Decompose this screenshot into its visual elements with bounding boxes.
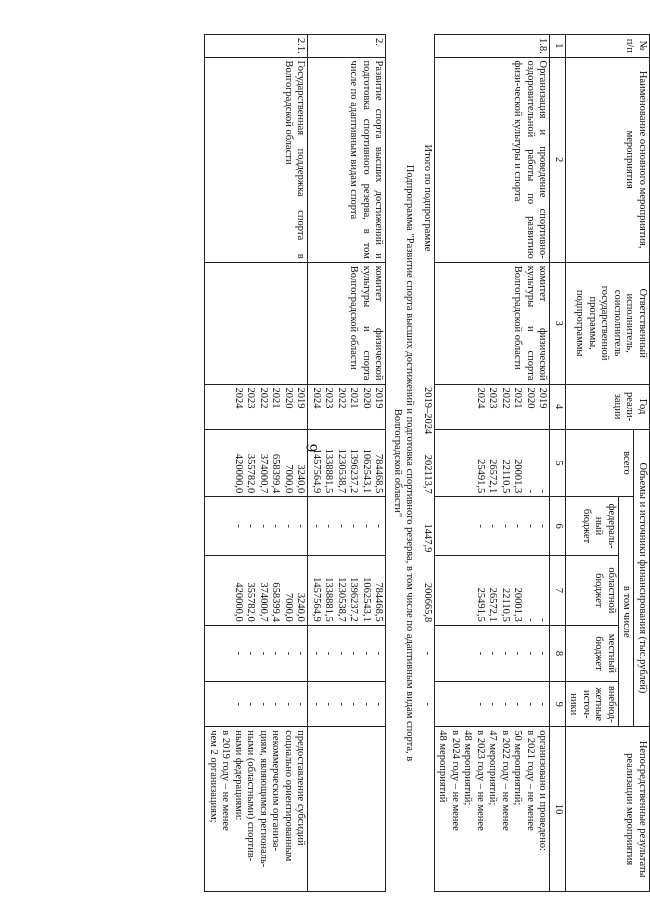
cell-value: - — [311, 651, 322, 656]
table-row — [435, 35, 551, 892]
row-num: 2.1. — [205, 35, 308, 58]
cell-value: 1230538,7 — [336, 577, 347, 622]
cell-value: 1457564,9 — [311, 577, 322, 622]
row-num: 1.8. — [435, 35, 551, 58]
cell-value: 22110,5 — [500, 588, 511, 622]
cell-value: 658399,4 — [270, 453, 282, 494]
header-incl: в том числе — [619, 497, 635, 727]
cell-value: 1338881,5 — [323, 577, 335, 622]
section-title-row — [386, 35, 420, 892]
cell-value: 1396237,2 — [348, 577, 360, 622]
cell-value: 2024 — [233, 387, 244, 409]
cell-value: предоставление субсидий — [295, 730, 307, 846]
cell-value: 420000,0 — [233, 453, 244, 494]
cell-value: в 2024 году – не менее — [450, 730, 461, 831]
cell-value: 2023 — [323, 387, 335, 409]
cell-value: чем 2 организациям; — [208, 730, 219, 823]
cell-value: 1457564,9 — [311, 448, 322, 494]
header-results: Непосредственные результаты реализации мероприятия — [566, 727, 650, 892]
cell-value: - — [487, 702, 499, 706]
subtotal-years: 2019–2024 — [422, 387, 433, 435]
row-executor: комитет физической культуры и спорта Волгоградской области — [308, 262, 386, 384]
cell-value: 25491,5 — [475, 459, 486, 494]
cell-value: 25491,5 — [475, 587, 486, 622]
colnum: 5 — [550, 429, 566, 497]
header-regional: областной бюджет — [566, 555, 619, 625]
colnum: 8 — [550, 625, 566, 681]
colnum: 7 — [550, 555, 566, 625]
header-num: № п/п — [566, 35, 650, 58]
cell-value: 48 мероприятий — [437, 730, 449, 803]
cell-value: - — [373, 651, 385, 656]
colnum: 3 — [550, 262, 566, 384]
header-year: Год реали-зации — [566, 384, 650, 429]
cell-value: - — [270, 702, 282, 706]
subtotal-total: 202113,7 — [422, 454, 433, 494]
cell-value: - — [283, 651, 294, 656]
header-total: всего — [566, 429, 635, 497]
cell-value: 1338881,5 — [323, 448, 335, 494]
cell-value: 374000,7 — [258, 453, 269, 494]
cell-value: 22110,5 — [500, 459, 511, 494]
table-row — [205, 35, 308, 892]
cell-value: ными (областными) спортив- — [245, 730, 257, 862]
cell-value: 784468,5 — [373, 453, 385, 494]
cell-value: - — [348, 651, 360, 656]
cell-value: 3240,0 — [295, 592, 307, 622]
cell-value: - — [500, 702, 511, 706]
rotated-document-table — [154, 34, 650, 892]
cell-value: 50 мероприятий; — [512, 730, 524, 806]
cell-value: - — [487, 524, 499, 528]
cell-value: 2019 — [373, 387, 385, 409]
cell-value: - — [245, 702, 257, 706]
cell-value: - — [512, 524, 524, 528]
subtotal-row — [420, 35, 435, 892]
cell-value: 420000,0 — [233, 582, 244, 622]
page-number: 9 — [302, 443, 319, 453]
cell-value: в 2019 году – не менее — [220, 730, 232, 831]
cell-value: - — [537, 702, 549, 706]
cell-value: - — [258, 651, 269, 656]
colnum: 1 — [550, 35, 566, 58]
cell-value: 3240,0 — [295, 464, 307, 494]
cell-value: - — [512, 702, 524, 706]
cell-value: 26572,1 — [487, 459, 499, 494]
cell-value: 2020 — [283, 387, 294, 409]
header-executor: Ответственный исполнитель, соисполнитель государственной программы, подпрограммы — [566, 262, 650, 384]
funding-table — [205, 34, 650, 892]
colnum: 10 — [550, 727, 566, 892]
cell-value: - — [525, 489, 536, 494]
cell-value: - — [525, 702, 536, 706]
subtotal-local: - — [422, 651, 433, 656]
cell-value: - — [283, 702, 294, 706]
cell-value: 2021 — [270, 387, 282, 409]
cell-value: - — [323, 702, 335, 706]
cell-value: 784468,5 — [373, 582, 385, 622]
cell-value: - — [361, 651, 372, 656]
header-funding: Объемы и источники финансирования (тыс.рублей) — [634, 429, 650, 727]
cell-value: - — [311, 702, 322, 706]
cell-value: некоммерческим организа- — [270, 730, 282, 851]
header-federal: федераль-ный бюджет — [566, 497, 619, 556]
colnum: 4 — [550, 384, 566, 429]
cell-value: 2024 — [475, 387, 486, 409]
cell-value: - — [537, 524, 549, 528]
cell-value: - — [537, 618, 549, 622]
cell-value: 26572,1 — [487, 587, 499, 622]
table-row — [308, 35, 386, 892]
cell-value: 2019 — [537, 387, 549, 409]
colnum: 6 — [550, 497, 566, 556]
cell-value: 1062543,1 — [361, 577, 372, 622]
cell-value: 2022 — [500, 387, 511, 409]
cell-value: 20001,3 — [512, 459, 524, 494]
cell-value: 2022 — [258, 387, 269, 409]
subtotal-extra: - — [422, 702, 433, 706]
cell-value: - — [311, 524, 322, 528]
cell-value: 20001,3 — [512, 587, 524, 622]
cell-value: - — [373, 524, 385, 528]
cell-value: - — [270, 524, 282, 528]
cell-value: 7000,0 — [283, 464, 294, 494]
cell-value: 2019 — [295, 387, 307, 409]
cell-value: 2023 — [487, 387, 499, 409]
row-executor: комитет физической культуры и спорта Волгоградской области — [435, 262, 551, 384]
cell-value: - — [361, 702, 372, 706]
cell-value: 48 мероприятий; — [462, 730, 474, 806]
section-title: Подпрограмма "Развитие спорта высших достижений и подготовка спортивного резерва, в том числе по адаптивным видам спорта, в Волгоградской области" — [392, 164, 416, 762]
subtotal-regional: 200665,8 — [422, 582, 433, 623]
cell-value: 1230538,7 — [336, 448, 347, 494]
cell-value: - — [283, 524, 294, 528]
cell-value: - — [270, 651, 282, 656]
cell-value: 355782,0 — [245, 582, 257, 622]
cell-value: - — [233, 702, 244, 706]
cell-value: - — [475, 651, 486, 656]
cell-value: социально ориентированным — [283, 730, 294, 862]
header-local: местный бюджет — [566, 625, 619, 681]
cell-value: 2021 — [512, 387, 524, 409]
cell-value: - — [336, 702, 347, 706]
cell-value: - — [475, 702, 486, 706]
cell-value: - — [525, 524, 536, 528]
cell-value: в 2022 году – не менее — [500, 730, 511, 831]
row-num: 2. — [308, 35, 386, 58]
cell-value: - — [525, 651, 536, 656]
subtotal-label: Итого по подпрограмме — [422, 144, 433, 252]
cell-value: - — [295, 524, 307, 528]
cell-value: - — [233, 524, 244, 528]
cell-value: циям, являющимся региональ- — [258, 730, 269, 868]
cell-value: - — [500, 651, 511, 656]
cell-value: 2021 — [348, 387, 360, 409]
cell-value: ными федерациями: — [233, 730, 244, 821]
cell-value: - — [537, 489, 549, 494]
cell-value: 2020 — [525, 387, 536, 409]
cell-value: 355782,0 — [245, 453, 257, 494]
cell-value: - — [323, 651, 335, 656]
cell-value: 2024 — [311, 387, 322, 409]
cell-value: 7000,0 — [283, 592, 294, 622]
cell-value: - — [361, 524, 372, 528]
header-extra: внебюд-жетные источ-ники — [566, 682, 619, 727]
cell-value: - — [245, 524, 257, 528]
cell-value: - — [487, 651, 499, 656]
cell-value: 2020 — [361, 387, 372, 409]
cell-value: в 2023 году – не менее — [475, 730, 486, 831]
header-name: Наименование основного мероприятия, мероприятия — [566, 57, 650, 262]
row-name: Организация и проведение спортивно-оздоровительной работы по развитию физи-ческой культуры и спорта — [435, 57, 551, 262]
cell-value: в 2021 году – не менее — [525, 730, 536, 831]
cell-value: - — [500, 524, 511, 528]
cell-value: - — [336, 651, 347, 656]
cell-value: - — [295, 702, 307, 706]
cell-value: - — [348, 524, 360, 528]
cell-value: 2023 — [245, 387, 257, 409]
cell-value: 658399,4 — [270, 582, 282, 622]
colnum: 2 — [550, 57, 566, 262]
subtotal-federal: 1447,9 — [422, 523, 433, 553]
cell-value: - — [348, 702, 360, 706]
cell-value: - — [295, 651, 307, 656]
cell-value: - — [537, 651, 549, 656]
row-executor — [205, 262, 308, 384]
cell-value: 374000,7 — [258, 582, 269, 622]
cell-value: 1062543,1 — [361, 448, 372, 494]
cell-value: - — [373, 702, 385, 706]
cell-value: - — [512, 651, 524, 656]
cell-value: 2022 — [336, 387, 347, 409]
cell-value: - — [336, 524, 347, 528]
cell-value: организовано и проведено: — [537, 730, 549, 851]
cell-value: - — [258, 524, 269, 528]
cell-value: 1396237,2 — [348, 448, 360, 494]
colnum: 9 — [550, 682, 566, 727]
cell-value: - — [233, 651, 244, 656]
row-name: Развитие спорта высших достижений и подготовка спортивного резерва, в том числе по адаптивным видам спорта — [308, 57, 386, 262]
row-name: Государственная поддержка спорта в Волгоградской области — [205, 57, 308, 262]
cell-value: - — [258, 702, 269, 706]
cell-value: - — [323, 524, 335, 528]
header-numbers-row — [550, 35, 566, 892]
cell-value: - — [525, 618, 536, 622]
cell-value: - — [475, 524, 486, 528]
cell-value: 47 мероприятий; — [487, 730, 499, 806]
cell-value: - — [245, 651, 257, 656]
